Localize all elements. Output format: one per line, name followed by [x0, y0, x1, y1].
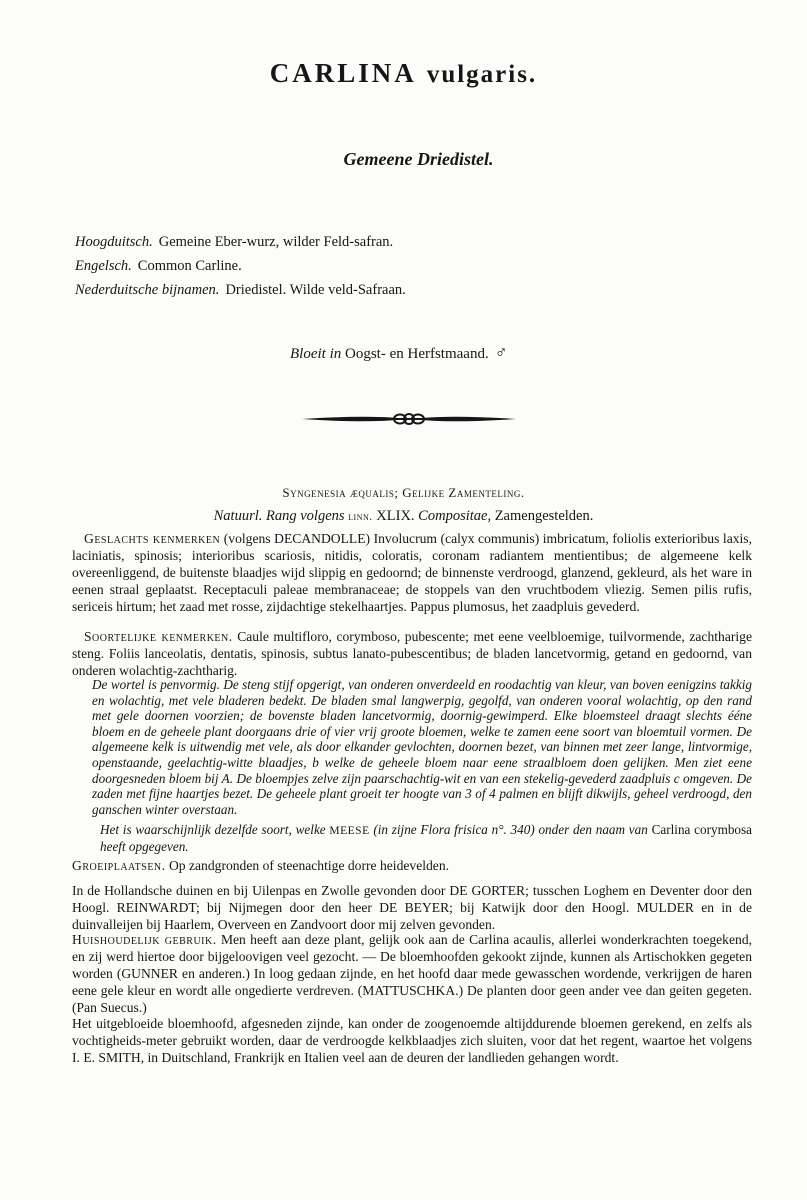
genus-char-label: Geslachts kenmerken [84, 531, 221, 546]
name-row-english [75, 254, 406, 278]
page-title [0, 58, 807, 89]
name-text: Common Carline. [137, 258, 242, 274]
household-uses [72, 931, 752, 1016]
note-plain: Carlina corymbosa [651, 822, 753, 837]
order-number: XLIX. [376, 508, 415, 524]
natural-order [0, 508, 807, 525]
hygrometer-note: Het uitgebloeide bloemhoofd, afgesneden zijnde, kan onder de zoogenoemde altijddurende bloemen gerekend, en zelfs als vochtigheids-meter gebruikt worden, daar de verdroogde kelkblaadjes zich sluiten, voor dat het regent, waartoe het volgens I. E. SMITH, in Duitschland, Frankrijk en Italien veel aan de deuren der landlieden gehangen wordt. [72, 1016, 752, 1065]
note-name: MEESE [329, 825, 370, 837]
order-lead: Natuurl. Rang volgens [213, 508, 345, 524]
name-row-dutch [75, 278, 406, 302]
vernacular-names [75, 230, 406, 302]
genus-char-text: (volgens DECANDOLLE) Involucrum (calyx communis) imbricatum, foliolis exterioribus laxis, laciniatis, spinosis; interioribus scariosis, nitidis, coloratis, coronam radiantem mentientibus; de algemeene kelk overeenliggend, de buitenste blaadjes wijd slippig en gedoornd; de binnenste verdroogd, glanzend, gekleurd, als het ware in eenen straal geplaatst. Receptaculi paleae membranaceae; de stoppels van den vruchtbodem vliezig. Semen pilis rufis, sericeis hirtum; het zaad met rosse, zijdachtige stekelhaartjes. Pappus plumosus, het zaadpluis gevederd. [72, 531, 752, 614]
uses-label: Huishoudelijk gebruik. [72, 932, 217, 947]
identity-note [100, 822, 752, 855]
name-text: Driedistel. Wilde veld-Safraan. [225, 282, 406, 298]
note-lead: Het is waarschijnlijk dezelfde soort, welke [100, 822, 326, 837]
name-lang: Nederduitsche bijnamen. [75, 282, 220, 298]
name-lang: Engelsch. [75, 258, 132, 274]
name-text: Gemeine Eber-wurz, wilder Feld-safran. [158, 234, 394, 250]
habitat-text: Op zandgronden of steenachtige dorre heidevelden. [168, 858, 450, 873]
name-lang: Hoogduitsch. [75, 234, 153, 250]
uses-text: Men heeft aan deze plant, gelijk ook aan de Carlina acaulis, allerlei wonderkrachten toegekend, en zij werd hiertoe door bijgeloovigen veel gezocht. — De bloemhoofden gekookt zijnde, kunnen als Artischokken gegeten worden (GUNNER en anderen.) In loog gedaan zijnde, en het hoofd daar mede gewasschen wordende, verkrijgen de haren eene gele kleur en wordt alle ongedierte verdreven. (MATTUSCHKA.) De planten door geen ander vee dan geiten gegeten. (Pan Suecus.) [72, 932, 753, 1015]
page-subtitle: Gemeene Driedistel. [343, 149, 494, 169]
genus-characters [72, 530, 752, 615]
note-end: heeft opgegeven. [100, 839, 189, 854]
order-dutch: Zamengestelden. [494, 508, 594, 524]
male-symbol-icon: ♂ [494, 343, 508, 362]
note-mid: (in zijne Flora frisica n°. 340) onder den naam van [373, 822, 648, 837]
bloom-text: Oogst- en Herfstmaand. [345, 346, 489, 362]
description: De wortel is penvormig. De steng stijf opgerigt, van onderen onverdeeld en roodachtig van kleur, van boven eenigzins takkig en wolachtig, met vele bladeren bedekt. De bladen smal langwerpig, gegolfd, van onderen vooral wolachtig, op den rand met gele doornen voorzien; de bovenste bladen lancetvormig, doornig-gewimperd. Elke bloemsteel draagt slechts ééne bloem en de geheele plant doorgaans drie of vier vrij groote bloemen, welke te zamen eene soort van bloemtuil vormen. De algemeene kelk is uitwendig met vele, als door elkander gevlochten, doornen bezet, van binnen met zeer lange, lintvormige, openstaande, geelachtig-witte blaadjes, b welke de geheele bloem naar eene straalbloem doen gelijken. Men ziet eene doorgesneden bloem bij A. De bloempjes zelve zijn paarschachtig-wit en van een stekelig-gevederd zaadpluis c omgeven. De zaden met fijne haartjes bezet. De geheele plant groeit ter hoogte van 3 of 4 palmen en blijft dikwijls, geheel verdroogd, den ganschen winter overstaan. [92, 677, 752, 817]
order-linn: linn. [348, 511, 373, 523]
habitat [72, 857, 752, 874]
localities: In de Hollandsche duinen en bij Uilenpas en Zwolle gevonden door DE GORTER; tusschen Loghem en Deventer door den Hoogl. REINWARDT; bij Nijmegen door den heer DE BEYER; bij Katwijk door den Hoogl. MULDER en in de duinvalleijen bij Haarlem, Overveen en Zandvoort door mij zelven gevonden. [72, 883, 752, 932]
habitat-label: Groeiplaatsen. [72, 858, 166, 873]
title-genus: CARLINA [269, 58, 417, 88]
title-species: vulgaris. [426, 61, 538, 88]
name-row-german [75, 230, 406, 254]
ornament-divider-icon [302, 408, 516, 430]
linnaean-class: Syngenesia æqualis; Gelijke Zamenteling. [282, 485, 525, 500]
species-char-text: Caule multifloro, corymboso, pubescente; met eene veelbloemige, tuilvormende, zachtharige steng. Foliis lanceolatis, dentatis, spinosis, subtus lanato-pubescentibus; de bladen lancetvormig, getand en gedoornd, van onderen wolachtig-zachtharig. [72, 629, 752, 678]
order-family: Compositae, [418, 508, 492, 524]
bloom-lead: Bloeit in [290, 346, 342, 362]
species-characters [72, 628, 752, 679]
species-char-label: Soortelijke kenmerken. [84, 629, 233, 644]
bloom-line [290, 343, 507, 363]
